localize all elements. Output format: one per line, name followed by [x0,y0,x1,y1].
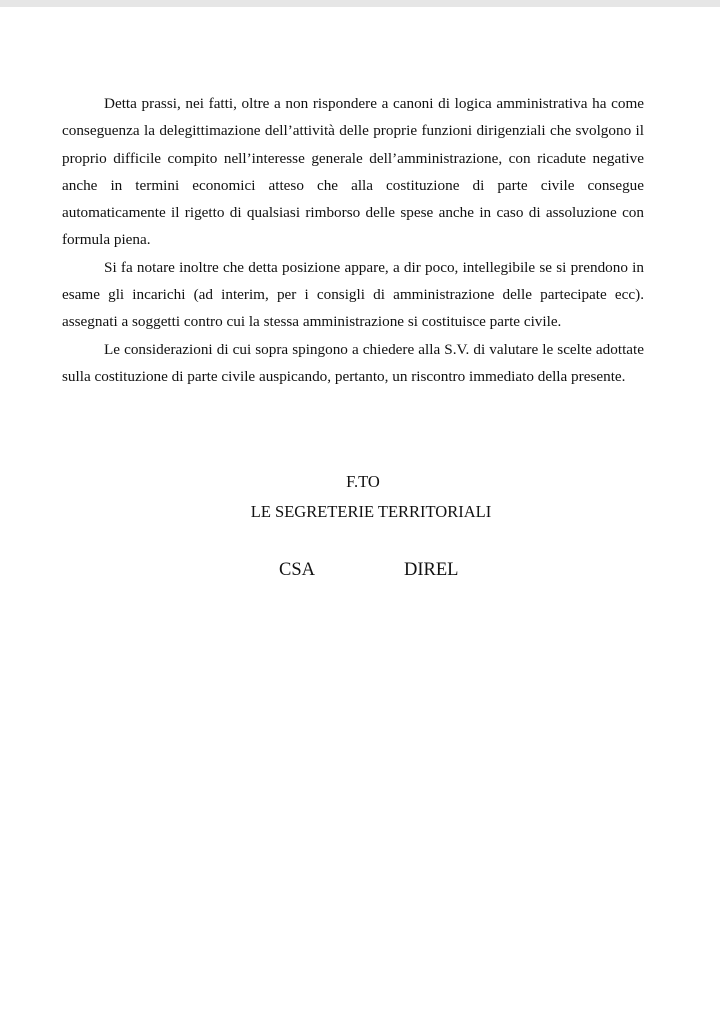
paragraph-1: Detta prassi, nei fatti, oltre a non rispondere a canoni di logica amministrativa ha come conseguenza la delegittimazione dell’attività delle proprie funzioni dirigenziali che svolgono il proprio difficile compito nell’interesse generale dell’amministrazione, con ricadute negative anche in termini economici atteso che alla costituzione di parte civile consegue automaticamente il rigetto di qualsiasi rimborso delle spese anche in caso di assoluzione con formula piena. [62,95,644,249]
signature-org-csa: CSA [279,560,315,580]
document-body [62,90,644,390]
paragraph-2: Si fa notare inoltre che detta posizione appare, a dir poco, intellegibile se si prendono in esame gli incarichi (ad interim, per i consigli di amministrazione delle partecipate ecc). assegnati a soggetti contro cui la stessa amministrazione si costituisce parte civile. [62,258,644,331]
paragraph-3: Le considerazioni di cui sopra spingono a chiedere alla S.V. di valutare le scelte adottate sulla costituzione di parte civile auspicando, pertanto, un riscontro immediato della presente. [62,340,644,385]
top-border-bar [0,0,720,7]
signature-org-direl: DIREL [404,560,459,580]
signature-title: LE SEGRETERIE TERRITORIALI [250,502,492,521]
signature-fto: F.TO [346,472,380,491]
